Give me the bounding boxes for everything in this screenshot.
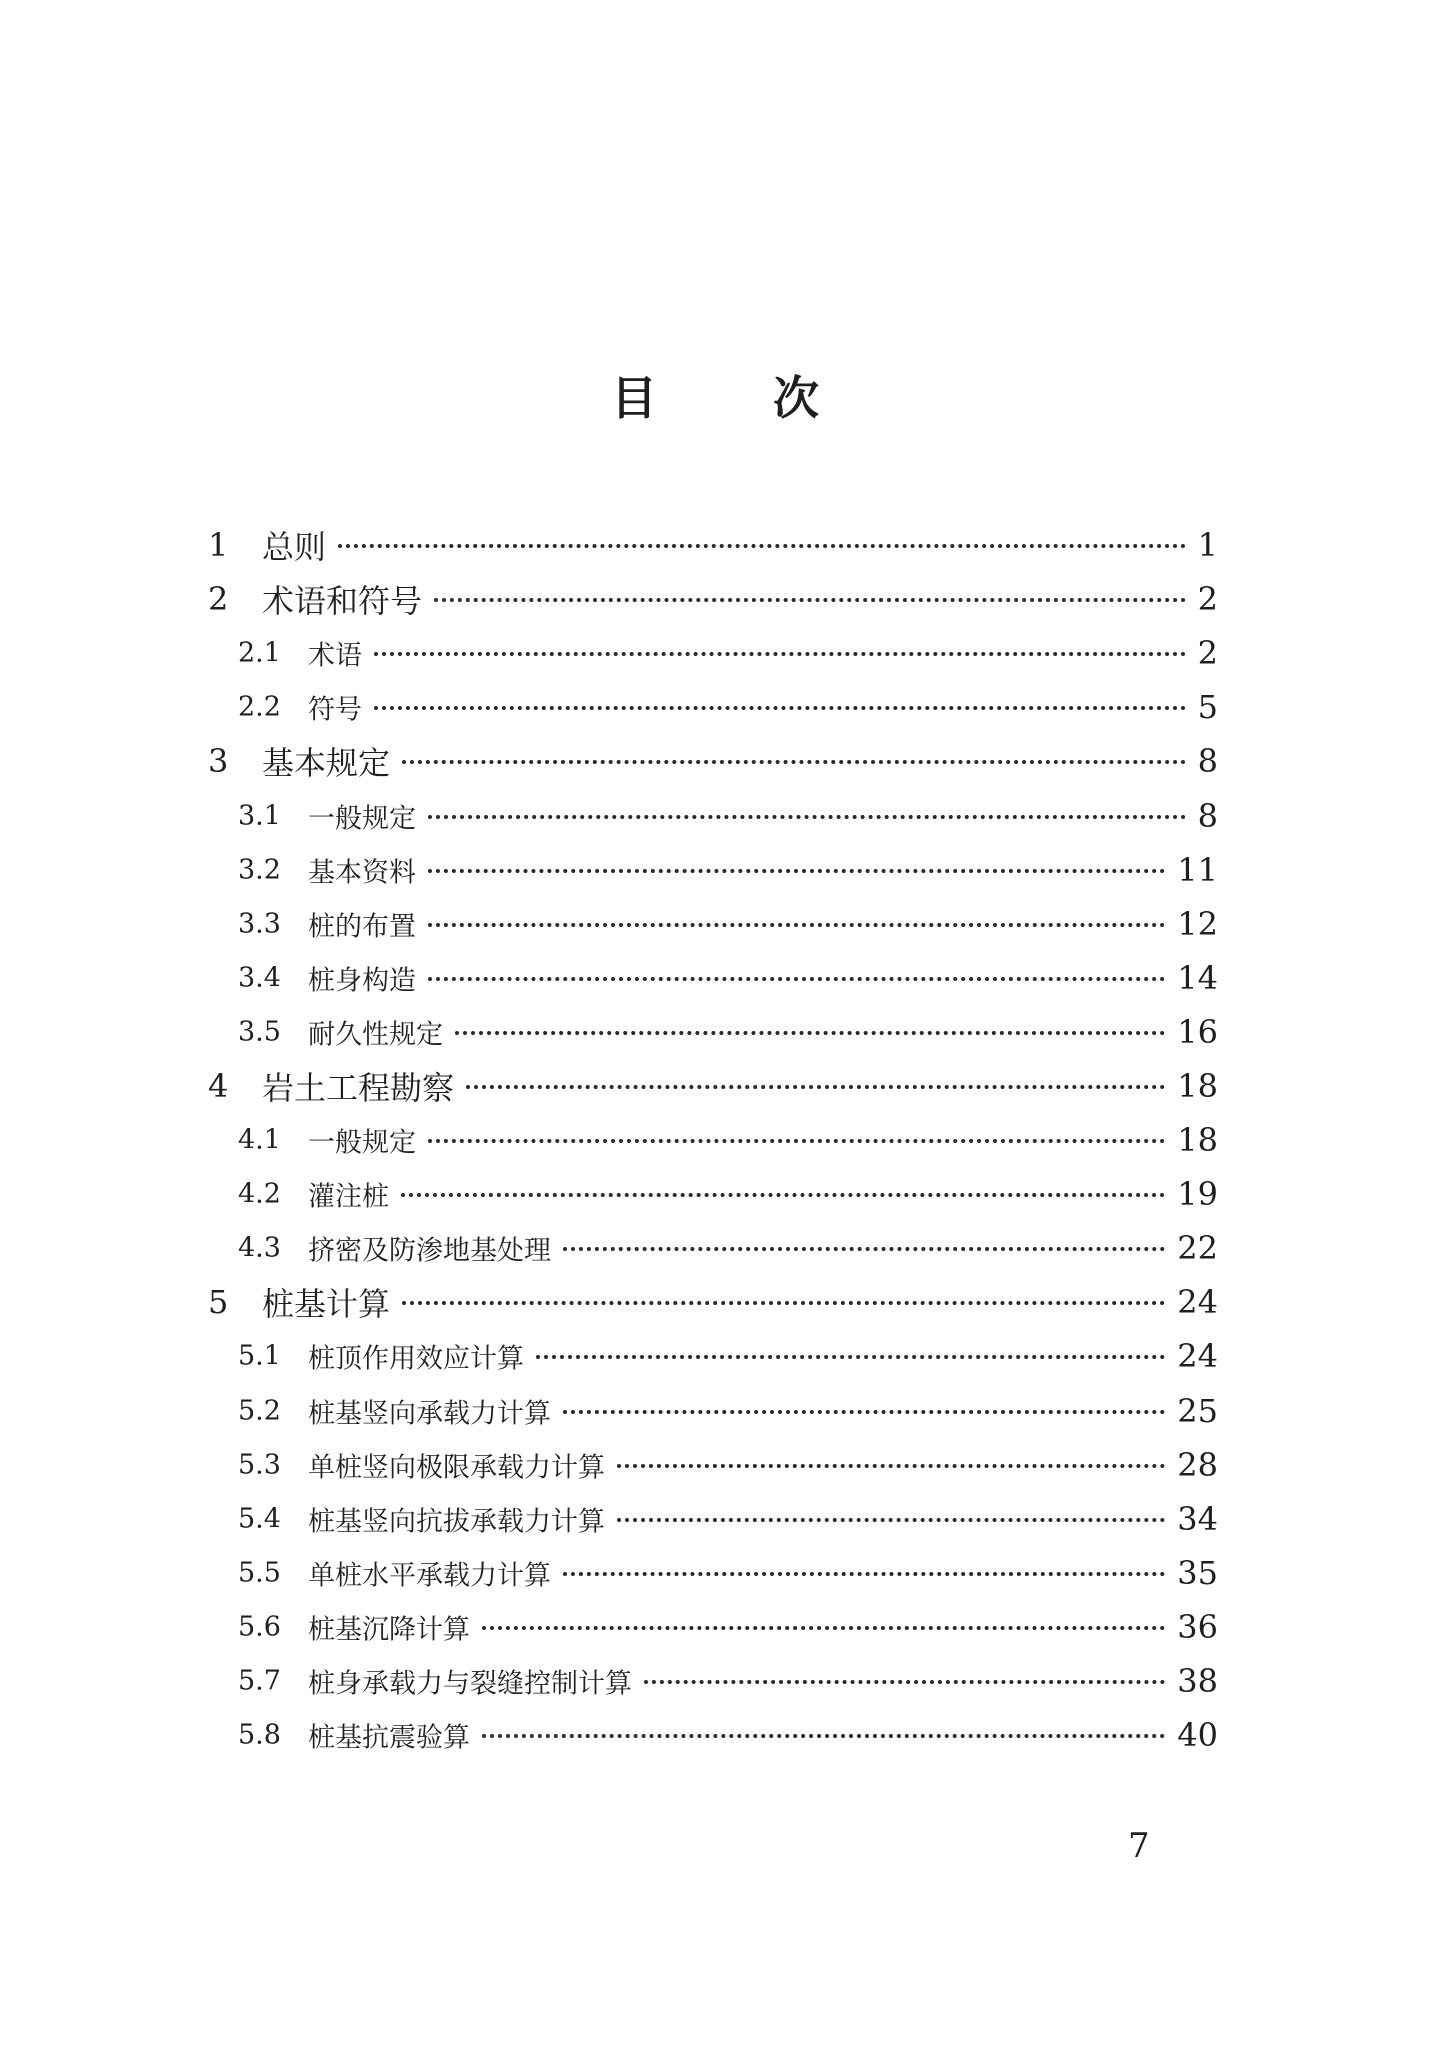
toc-entry-title: 桩基沉降计算: [308, 1614, 470, 1646]
toc-entry-number: 3.1: [238, 800, 281, 832]
toc-entry-page: 24: [1177, 1283, 1218, 1322]
toc-entry[interactable]: [0, 734, 1430, 788]
toc-leader-dots: [563, 1247, 1165, 1251]
toc-entry[interactable]: [0, 1492, 1430, 1546]
toc-leader-dots: [402, 760, 1186, 764]
toc-entry-title: 总则: [262, 528, 327, 567]
toc-entry-title: 单桩水平承载力计算: [308, 1560, 551, 1592]
toc-entry[interactable]: [0, 572, 1430, 626]
toc-entry-number: 2.2: [238, 691, 281, 723]
toc-entry-title: 耐久性规定: [308, 1019, 443, 1051]
toc-entry-page: 2: [1197, 580, 1218, 619]
toc-entry[interactable]: [0, 1546, 1430, 1600]
toc-entry-page: 19: [1177, 1175, 1218, 1214]
toc-entry-title: 一般规定: [308, 803, 416, 835]
toc-leader-dots: [428, 1139, 1165, 1143]
toc-entry[interactable]: [0, 1113, 1430, 1167]
toc-entry-page: 18: [1177, 1066, 1218, 1105]
toc-leader-dots: [466, 1085, 1165, 1089]
toc-entry[interactable]: [0, 626, 1430, 680]
toc-leader-dots: [644, 1680, 1165, 1684]
toc-entry-number: 5.6: [238, 1611, 281, 1643]
toc-entry-title: 桩基竖向抗拔承载力计算: [308, 1506, 605, 1538]
toc-entry-title: 术语: [308, 640, 362, 672]
toc-entry[interactable]: [0, 1059, 1430, 1113]
toc-leader-dots: [428, 923, 1165, 927]
toc-entry-title: 桩身构造: [308, 965, 416, 997]
toc-entry-page: 36: [1177, 1607, 1218, 1646]
toc-entry-number: 5.5: [238, 1557, 281, 1589]
toc-leader-dots: [563, 1572, 1165, 1576]
toc-entry-title: 灌注桩: [308, 1181, 389, 1213]
toc-leader-dots: [374, 652, 1186, 656]
toc-leader-dots: [374, 706, 1186, 710]
toc-entry-page: 2: [1197, 634, 1218, 673]
toc-entry-number: 5.2: [238, 1395, 281, 1427]
toc-entry[interactable]: [0, 680, 1430, 734]
toc-entry-number: 4.1: [238, 1124, 281, 1156]
toc-entry-title: 符号: [308, 694, 362, 726]
toc-entry-page: 16: [1177, 1012, 1218, 1051]
toc-leader-dots: [482, 1626, 1165, 1630]
toc-entry[interactable]: [0, 1005, 1430, 1059]
toc-leader-dots: [536, 1355, 1165, 1359]
toc-entry-title: 挤密及防渗地基处理: [308, 1235, 551, 1267]
toc-entry[interactable]: [0, 1329, 1430, 1383]
toc-entry-title: 桩基抗震验算: [308, 1722, 470, 1754]
toc-entry-page: 28: [1177, 1445, 1218, 1484]
toc-entry[interactable]: [0, 843, 1430, 897]
toc-leader-dots: [428, 869, 1165, 873]
toc-entry-number: 5.4: [238, 1503, 281, 1535]
toc-leader-dots: [563, 1410, 1165, 1414]
toc-entry-number: 3.5: [238, 1016, 281, 1048]
toc-entry-page: 25: [1177, 1391, 1218, 1430]
toc-entry-number: 3: [208, 742, 229, 781]
toc-entry-number: 5.3: [238, 1449, 281, 1481]
toc-entry-number: 4: [208, 1066, 229, 1105]
toc-entry[interactable]: [0, 1654, 1430, 1708]
toc-entry-title: 桩基计算: [262, 1285, 391, 1324]
toc-entry-title: 术语和符号: [262, 582, 423, 621]
toc-entry-title: 基本规定: [262, 744, 391, 783]
toc-entry[interactable]: [0, 1384, 1430, 1438]
toc-entry-number: 2.1: [238, 637, 281, 669]
toc-entry[interactable]: [0, 1708, 1430, 1762]
toc-entry[interactable]: [0, 1221, 1430, 1275]
toc-entry-title: 一般规定: [308, 1127, 416, 1159]
toc-entry-page: 1: [1197, 526, 1218, 565]
table-of-contents: [0, 518, 1430, 1762]
toc-leader-dots: [428, 977, 1165, 981]
toc-entry-page: 24: [1177, 1337, 1218, 1376]
toc-entry-page: 8: [1197, 742, 1218, 781]
toc-leader-dots: [338, 544, 1186, 548]
toc-entry[interactable]: [0, 1275, 1430, 1329]
toc-entry-page: 12: [1177, 904, 1218, 943]
toc-leader-dots: [455, 1031, 1165, 1035]
toc-entry-number: 3.3: [238, 908, 281, 940]
toc-entry-title: 单桩竖向极限承载力计算: [308, 1452, 605, 1484]
toc-entry-page: 8: [1197, 796, 1218, 835]
toc-leader-dots: [617, 1518, 1165, 1522]
toc-entry-number: 5.8: [238, 1719, 281, 1751]
toc-entry-page: 18: [1177, 1121, 1218, 1160]
toc-entry-number: 3.4: [238, 962, 281, 994]
toc-entry-title: 桩身承载力与裂缝控制计算: [308, 1668, 632, 1700]
toc-leader-dots: [482, 1734, 1165, 1738]
toc-entry-number: 2: [208, 580, 229, 619]
toc-entry[interactable]: [0, 788, 1430, 842]
toc-entry-number: 3.2: [238, 854, 281, 886]
toc-entry-title: 桩的布置: [308, 911, 416, 943]
toc-leader-dots: [402, 1301, 1165, 1305]
toc-entry-page: 22: [1177, 1229, 1218, 1268]
toc-entry-page: 11: [1177, 850, 1218, 889]
toc-entry-number: 5: [208, 1283, 229, 1322]
toc-entry-title: 岩土工程勘察: [262, 1068, 455, 1107]
toc-entry[interactable]: [0, 1167, 1430, 1221]
toc-entry-page: 5: [1197, 688, 1218, 727]
toc-entry[interactable]: [0, 897, 1430, 951]
toc-entry-title: 桩顶作用效应计算: [308, 1343, 524, 1375]
toc-entry[interactable]: [0, 1600, 1430, 1654]
toc-entry-number: 1: [208, 526, 229, 565]
toc-entry-title: 基本资料: [308, 857, 416, 889]
toc-entry-number: 4.2: [238, 1178, 281, 1210]
toc-entry-number: 4.3: [238, 1232, 281, 1264]
toc-entry-page: 34: [1177, 1499, 1218, 1538]
toc-leader-dots: [401, 1193, 1165, 1197]
page-title: 目 次: [610, 371, 869, 425]
toc-entry-page: 40: [1177, 1716, 1218, 1755]
toc-entry-page: 14: [1177, 958, 1218, 997]
toc-leader-dots: [428, 815, 1186, 819]
toc-entry-number: 5.7: [238, 1665, 281, 1697]
page-number: 7: [1128, 1826, 1150, 1866]
toc-leader-dots: [617, 1464, 1165, 1468]
toc-entry-number: 5.1: [238, 1340, 281, 1372]
toc-entry[interactable]: [0, 951, 1430, 1005]
toc-entry[interactable]: [0, 1438, 1430, 1492]
toc-entry-page: 35: [1177, 1553, 1218, 1592]
toc-leader-dots: [434, 598, 1186, 602]
toc-entry-title: 桩基竖向承载力计算: [308, 1398, 551, 1430]
toc-entry-page: 38: [1177, 1662, 1218, 1701]
toc-entry[interactable]: [0, 518, 1430, 572]
